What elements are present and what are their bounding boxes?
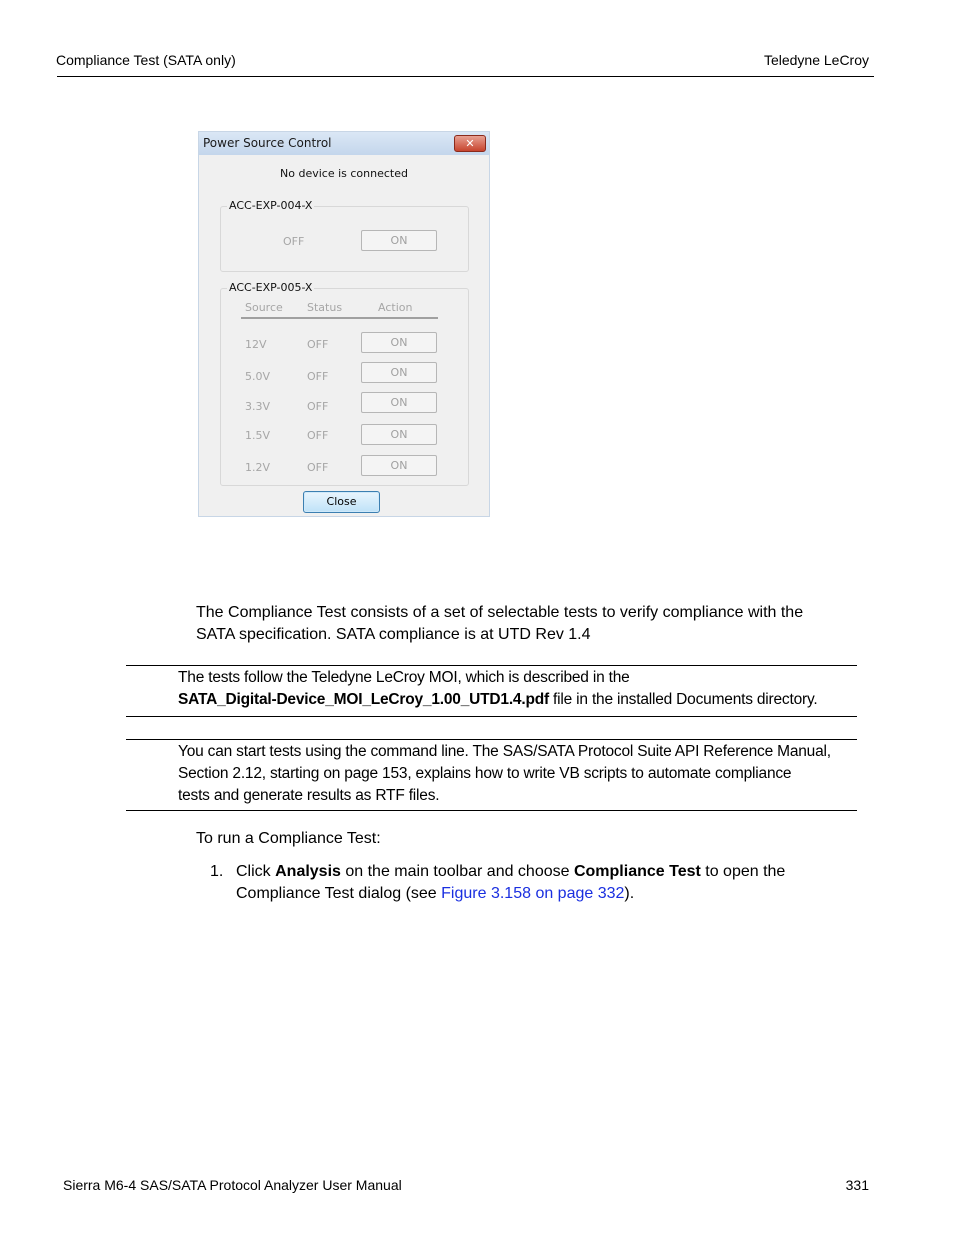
- source-1v5: 1.5V: [245, 429, 271, 442]
- compliance-test-label: Compliance Test: [573, 863, 701, 880]
- note2-line-2: Section 2.12, starting on page 153, explains how to write VB scripts to automate compliance: [178, 765, 792, 782]
- column-header-action: Action: [378, 301, 413, 314]
- on-button-1v2[interactable]: ON: [361, 455, 437, 476]
- step-1-line-2: [236, 883, 634, 905]
- acc-exp-004-state: OFF: [283, 235, 305, 248]
- dialog-title: Power Source Control: [203, 136, 332, 150]
- note1-top-rule: [126, 665, 857, 666]
- note1-line-2: [178, 689, 817, 711]
- on-button-3v3[interactable]: ON: [361, 392, 437, 413]
- note2-bottom-rule: [126, 810, 857, 811]
- analysis-label: Analysis: [275, 863, 341, 880]
- intro-line-2: SATA specification. SATA compliance is at UTD Rev 1.4: [196, 626, 591, 643]
- moi-filename: SATA_Digital-Device_MOI_LeCroy_1.00_UTD1.4.pdf: [178, 691, 549, 708]
- close-button[interactable]: Close: [303, 491, 380, 513]
- footer-page-number: 331: [845, 1177, 869, 1193]
- step-text-c: on the main toolbar and choose: [340, 863, 574, 880]
- source-5v: 5.0V: [245, 370, 271, 383]
- close-icon[interactable]: ✕: [454, 135, 486, 152]
- column-header-status: Status: [307, 301, 343, 314]
- step-text-e: to open the: [700, 863, 786, 880]
- step-1-line-1: [236, 861, 785, 883]
- on-button-12v[interactable]: ON: [361, 332, 437, 353]
- header-rule: [57, 76, 874, 77]
- source-3v3: 3.3V: [245, 400, 271, 413]
- status-1v5: OFF: [307, 429, 329, 442]
- note2-line-3: tests and generate results as RTF files.: [178, 787, 440, 804]
- step-text-a: Click: [236, 863, 276, 880]
- intro-line-1: The Compliance Test consists of a set of selectable tests to verify compliance with the: [196, 604, 804, 621]
- note2-line-1: You can start tests using the command line. The SAS/SATA Protocol Suite API Reference Manual,: [178, 743, 831, 760]
- column-header-source: Source: [245, 301, 283, 314]
- dialog-titlebar: [199, 132, 489, 155]
- status-3v3: OFF: [307, 400, 329, 413]
- on-button-5v[interactable]: ON: [361, 362, 437, 383]
- source-1v2: 1.2V: [245, 461, 271, 474]
- source-12v: 12V: [245, 338, 267, 351]
- column-header-rule: [241, 317, 438, 319]
- step-text-f: Compliance Test dialog (see: [236, 885, 442, 902]
- status-12v: OFF: [307, 338, 329, 351]
- status-1v2: OFF: [307, 461, 329, 474]
- note1-bottom-rule: [126, 716, 857, 717]
- status-5v: OFF: [307, 370, 329, 383]
- header-section-title: Compliance Test (SATA only): [56, 52, 236, 68]
- note1-rest: file in the installed Documents directory.: [548, 691, 818, 708]
- group-acc-exp-005-label: ACC-EXP-005-X: [229, 281, 313, 294]
- figure-link[interactable]: Figure 3.158 on page 332: [441, 885, 625, 902]
- step-text-g: ).: [624, 885, 635, 902]
- on-button-1v5[interactable]: ON: [361, 424, 437, 445]
- acc-exp-004-on-button[interactable]: ON: [361, 230, 437, 251]
- note1-line-1: The tests follow the Teledyne LeCroy MOI, which is described in the: [178, 669, 630, 686]
- note2-top-rule: [126, 739, 857, 740]
- connection-status: No device is connected: [280, 167, 408, 180]
- group-acc-exp-004-label: ACC-EXP-004-X: [229, 199, 313, 212]
- run-intro: To run a Compliance Test:: [196, 830, 381, 847]
- header-company: Teledyne LeCroy: [763, 52, 869, 68]
- step-number: 1.: [210, 863, 224, 880]
- power-source-control-dialog: [198, 131, 490, 517]
- footer-manual-title: Sierra M6-4 SAS/SATA Protocol Analyzer User Manual: [63, 1177, 402, 1193]
